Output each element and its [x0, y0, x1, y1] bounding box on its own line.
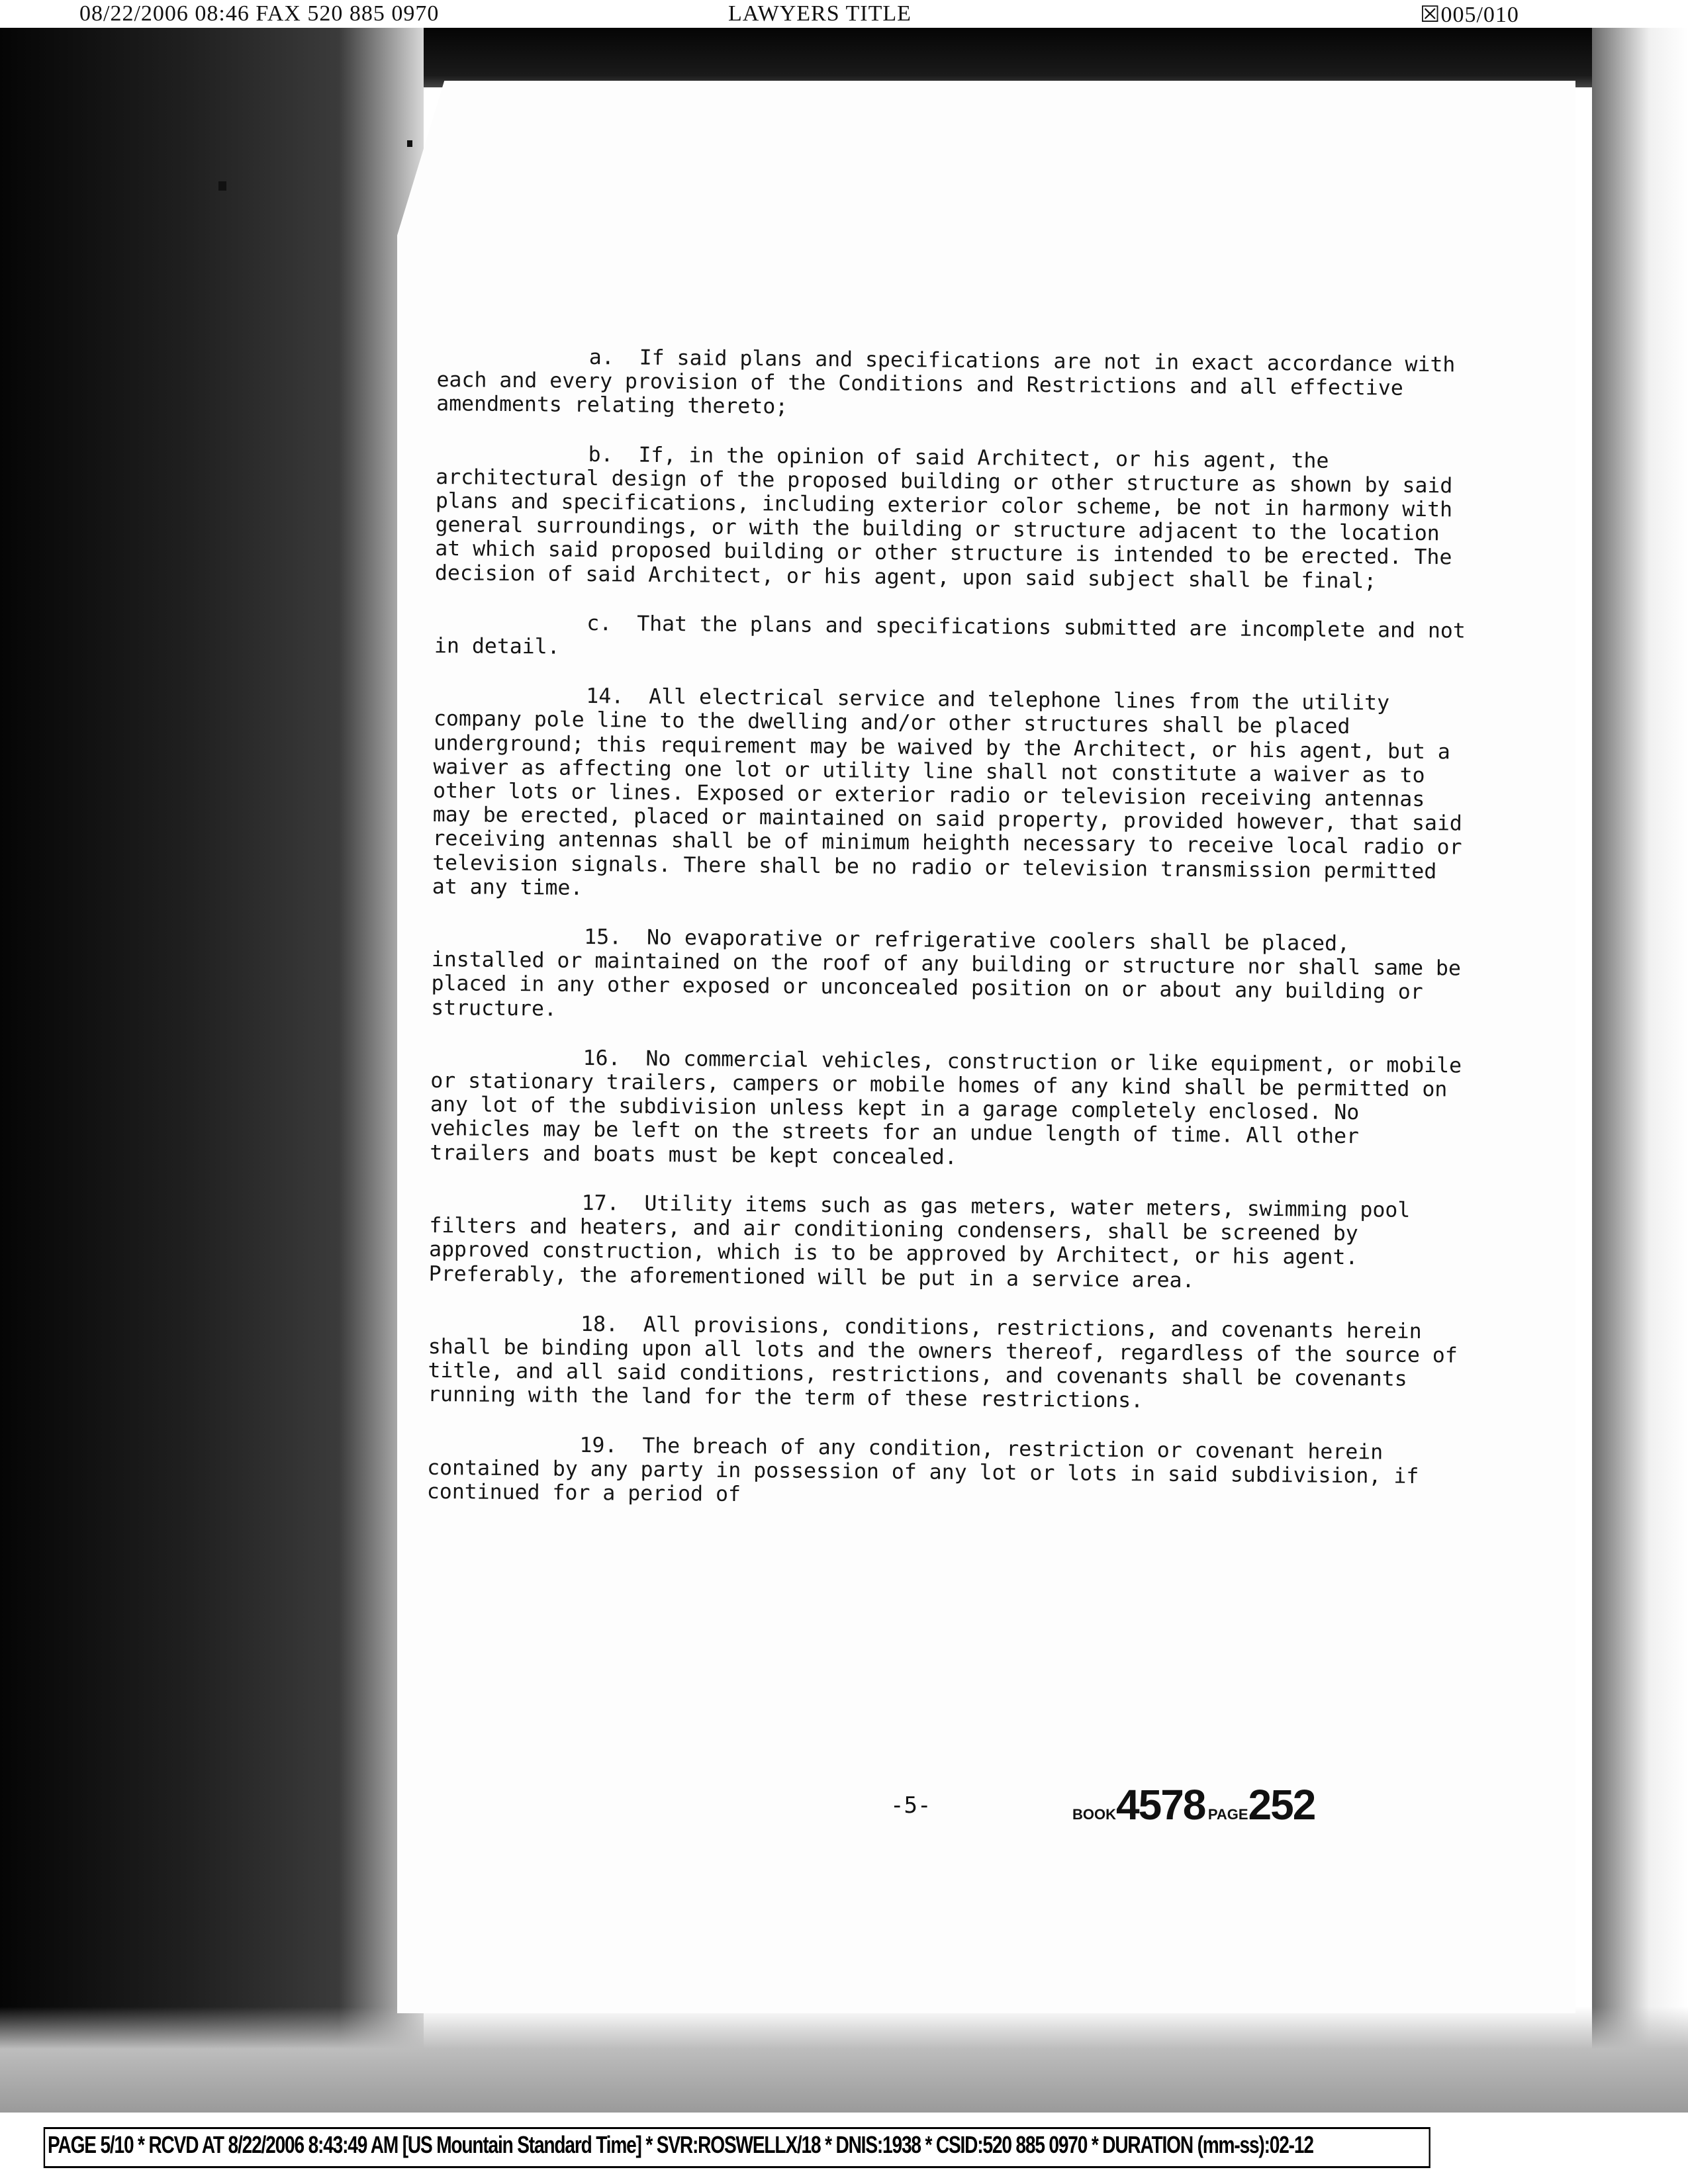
- paragraph-label: b.: [588, 442, 614, 467]
- paragraph-c: [434, 610, 1468, 667]
- paragraph-16: [430, 1045, 1464, 1174]
- paragraph-label: 17.: [581, 1191, 620, 1216]
- paragraph-label: 16.: [583, 1046, 621, 1071]
- paragraph-indent: [431, 1064, 583, 1065]
- paragraph-indent: [432, 942, 584, 944]
- paragraph-text: If, in the opinion of said Architect, or his agent, the architectural design of the proposed building or other structure as shown by said plans and specifications, including exterior color scheme, be not in harmony with general surroundings, or with the building or structure adjacent to the location at which said proposed building or other structure is intended to be erected. The decision of said Architect, or his agent, upon said subject shall be final;: [434, 443, 1453, 594]
- paragraph-b: [435, 441, 1469, 594]
- paragraph-text: All electrical service and telephone lines from the utility company pole line to the dwelling and/or other structures shall be placed underground; this requirement may be waived by the Architect, or his agent, but a waiver as affecting one lot or utility line shall not constitute a waiver as to other lots or lines. Exposed or exterior radio or television receiving antennas may be erected, placed or maintained on said property, provided however, that said receiving antennas shall be of minimum heighth necessary to receive local radio or television signals. There shall be no radio or television transmission permitted at any time.: [432, 685, 1463, 900]
- paragraph-indent: [427, 1450, 579, 1451]
- scan-shadow-bottom: [0, 2007, 1688, 2113]
- paragraph-indent: [434, 629, 586, 630]
- fax-header-page-counter: ☒005/010: [1420, 3, 1519, 27]
- paragraph-text: The breach of any condition, restriction or covenant herein contained by any party in possession of any lot or lots in said subdivision, if continued for a period of: [426, 1433, 1419, 1506]
- paragraph-19: [427, 1432, 1460, 1512]
- paragraph-text: No commercial vehicles, construction or like equipment, or mobile or stationary trailers, campers or mobile homes of any kind shall be permitted on any lot of the subdivision unless kept in a garage completely enclosed. No vehicles may be left on the streets for an undue length of time. All other trailers and boats must be kept concealed.: [430, 1046, 1462, 1169]
- book-page-reference: [1072, 1780, 1315, 1829]
- fax-footer: [48, 2131, 1313, 2171]
- book-page-number: 252: [1248, 1781, 1315, 1829]
- fax-header-company: LAWYERS TITLE: [728, 1, 912, 26]
- book-number: 4578: [1116, 1781, 1205, 1829]
- paragraph-label: c.: [586, 611, 612, 636]
- book-label: BOOK: [1072, 1806, 1116, 1823]
- paragraph-indent: [434, 702, 586, 703]
- paragraph-text: No evaporative or refrigerative coolers shall be placed, installed or maintained on the roof of any building or structure nor shall same be placed in any other exposed or unconcealed position on or about any building or structure.: [431, 925, 1462, 1021]
- page-label: PAGE: [1207, 1806, 1248, 1823]
- fax-header: [0, 0, 1688, 28]
- scan-speck: [218, 181, 226, 191]
- page-number: -5-: [890, 1792, 931, 1819]
- paragraph-17: [429, 1190, 1462, 1295]
- document-body: [426, 344, 1470, 1538]
- paragraph-18: [428, 1311, 1461, 1416]
- paragraph-text: All provisions, conditions, restrictions, and covenants herein shall be binding upon all lots and the owners thereof, regardless of the source of title, and all said conditions, restrictions, and covenants shall be covenants running with the land for the term of these restrictions.: [427, 1312, 1458, 1413]
- fax-header-sender: 08/22/2006 08:46 FAX 520 885 0970: [79, 1, 440, 26]
- paragraph-text: If said plans and specifications are not in exact accordance with each and every provision of the Conditions and Restrictions and all effective amendments relating thereto;: [436, 345, 1456, 420]
- paragraph-label: 18.: [580, 1312, 619, 1337]
- fax-footer-text: PAGE 5/10 * RCVD AT 8/22/2006 8:43:49 AM [US Mountain Standard Time] * SVR:ROSWELLX/18 * DNIS:1938 * CSID:520 885 0970 * DURATION (mm-ss):02-12: [48, 2131, 1313, 2158]
- paragraph-indent: [430, 1208, 582, 1210]
- paragraph-text: That the plans and specifications submitted are incomplete and not in detail.: [434, 612, 1466, 659]
- paragraph-a: [436, 344, 1470, 425]
- scan-shadow-left: [0, 28, 424, 2113]
- scan-speck: [407, 140, 412, 147]
- paragraph-15: [431, 924, 1464, 1028]
- scan-shadow-right: [1592, 28, 1688, 2113]
- paragraph-label: 14.: [586, 684, 624, 709]
- paragraph-label: 19.: [579, 1433, 618, 1457]
- paragraph-text: Utility items such as gas meters, water meters, swimming pool filters and heaters, and air conditioning condensers, shall be screened by approved construction, which is to be approved by Architect, or his agent. Preferably, the aforementioned will be put in a service area.: [428, 1191, 1411, 1293]
- paragraph-label: 15.: [584, 925, 622, 950]
- paragraph-indent: [437, 363, 589, 364]
- fax-footer-border: [44, 2127, 1430, 2168]
- paragraph-indent: [436, 460, 588, 461]
- paragraph-label: a.: [588, 345, 614, 370]
- paragraph-indent: [428, 1330, 581, 1331]
- paragraph-14: [432, 683, 1467, 907]
